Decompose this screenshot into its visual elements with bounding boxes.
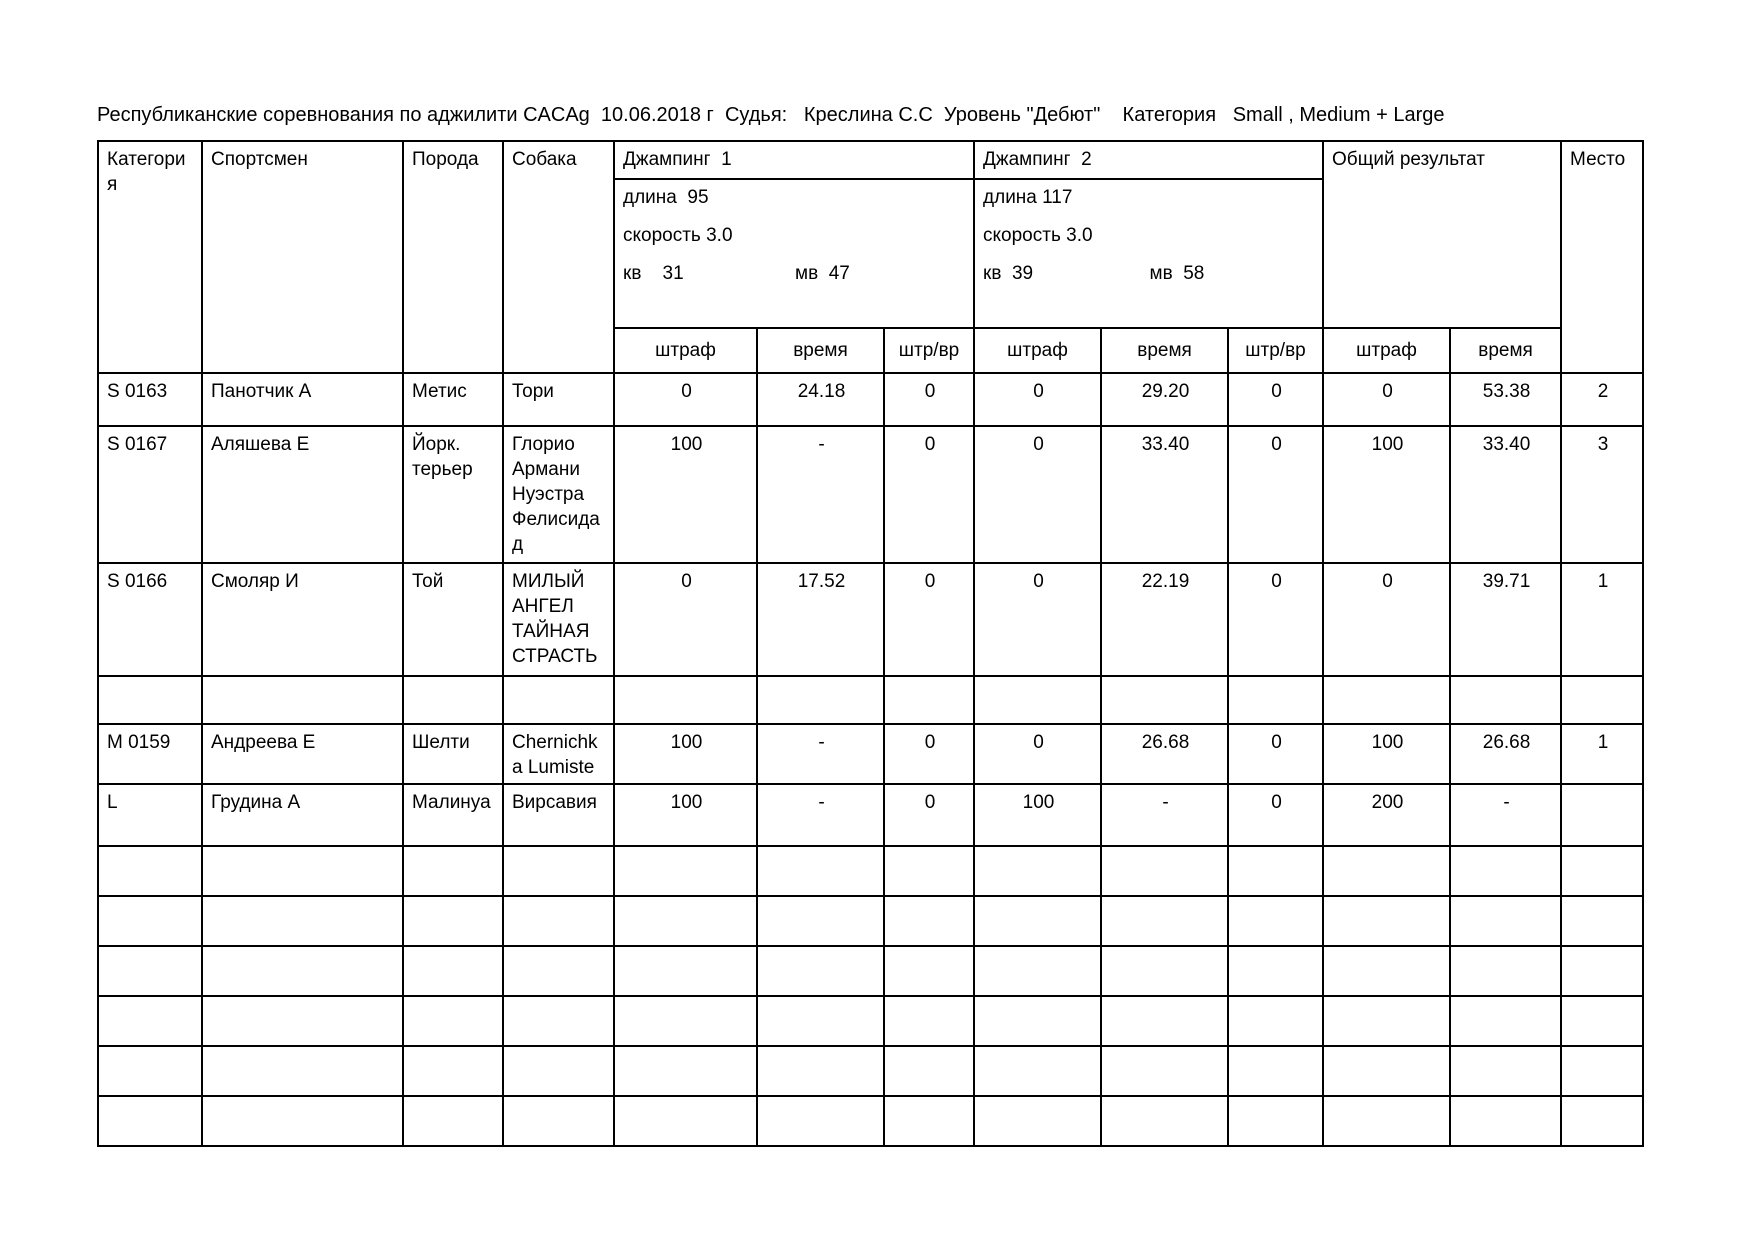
cell-category (98, 846, 202, 896)
cell-dog (503, 1096, 614, 1146)
cell-j2-time (1101, 676, 1228, 724)
cell-place (1561, 1046, 1643, 1096)
cell-total-penalty (1323, 946, 1450, 996)
cell-place (1561, 676, 1643, 724)
cell-j2-time (1101, 1096, 1228, 1146)
cell-j1-penalty: 0 (614, 373, 757, 426)
cell-j2-time: 33.40 (1101, 426, 1228, 563)
jumping2-kv-mv (983, 261, 1316, 286)
cell-j1-time: - (757, 784, 884, 846)
cell-j1-penalty (614, 846, 757, 896)
table-row (98, 1046, 1643, 1096)
table-row (98, 676, 1643, 724)
cell-place (1561, 996, 1643, 1046)
cell-dog (503, 846, 614, 896)
cell-j1-time (757, 1096, 884, 1146)
cell-place (1561, 946, 1643, 996)
cell-j2-penalty: 0 (974, 724, 1101, 784)
jumping2-speed: скорость 3.0 (983, 225, 1093, 246)
cell-j2-penalty-time: 0 (1228, 373, 1323, 426)
cell-breed (403, 946, 503, 996)
cell-place (1561, 896, 1643, 946)
cell-j1-penalty-time: 0 (884, 784, 974, 846)
subheader-j1-penalty: штраф (614, 328, 757, 373)
subheader-j2-penalty: штраф (974, 328, 1101, 373)
cell-category (98, 676, 202, 724)
cell-j2-penalty: 0 (974, 563, 1101, 676)
cell-j2-time (1101, 996, 1228, 1046)
cell-j2-penalty-time (1228, 996, 1323, 1046)
subheader-total-time: время (1450, 328, 1561, 373)
cell-j2-penalty-time: 0 (1228, 563, 1323, 676)
cell-breed: Малинуа (403, 784, 503, 846)
cell-total-time: 53.38 (1450, 373, 1561, 426)
cell-j1-time: - (757, 426, 884, 563)
subheader-j1-penalty-time: штр/вр (884, 328, 974, 373)
cell-j2-penalty-time (1228, 896, 1323, 946)
cell-j2-time (1101, 946, 1228, 996)
cell-j2-penalty-time (1228, 1046, 1323, 1096)
cell-breed: Йорк. терьер (403, 426, 503, 563)
cell-athlete (202, 846, 403, 896)
cell-breed (403, 896, 503, 946)
cell-j1-penalty-time (884, 896, 974, 946)
cell-total-time (1450, 896, 1561, 946)
cell-breed: Шелти (403, 724, 503, 784)
cell-total-time: 39.71 (1450, 563, 1561, 676)
cell-total-time (1450, 676, 1561, 724)
subheader-j1-time: время (757, 328, 884, 373)
cell-j2-penalty: 0 (974, 426, 1101, 563)
cell-j2-penalty-time (1228, 946, 1323, 996)
cell-total-penalty (1323, 846, 1450, 896)
cell-j1-penalty: 100 (614, 426, 757, 563)
cell-breed (403, 996, 503, 1046)
cell-place: 1 (1561, 724, 1643, 784)
col-header-category: Категория (98, 141, 202, 373)
cell-total-penalty: 100 (1323, 426, 1450, 563)
cell-dog: Тори (503, 373, 614, 426)
cell-j1-penalty (614, 676, 757, 724)
page-title: Республиканские соревнования по аджилити CACAg 10.06.2018 г Судья: Креслина С.С Уровень "Дебют" Категория Small , Medium + Large (97, 104, 1445, 126)
jumping2-length: длина 117 (983, 187, 1073, 208)
cell-j2-penalty-time (1228, 676, 1323, 724)
cell-athlete: Аляшева Е (202, 426, 403, 563)
cell-j1-penalty (614, 996, 757, 1046)
table-row (98, 846, 1643, 896)
cell-athlete (202, 1096, 403, 1146)
cell-j1-time: - (757, 724, 884, 784)
cell-breed (403, 1046, 503, 1096)
cell-breed (403, 846, 503, 896)
table-row (98, 373, 1643, 426)
cell-total-penalty: 100 (1323, 724, 1450, 784)
cell-athlete (202, 946, 403, 996)
cell-dog: Глорио Армани Нуэстра Фелисидад (503, 426, 614, 563)
cell-place (1561, 846, 1643, 896)
cell-j1-time (757, 846, 884, 896)
cell-j1-time: 17.52 (757, 563, 884, 676)
table-row (98, 946, 1643, 996)
header-row-main (98, 141, 1643, 179)
table-row (98, 996, 1643, 1046)
cell-j2-penalty (974, 1046, 1101, 1096)
cell-j2-penalty-time: 0 (1228, 724, 1323, 784)
jumping1-kv: кв 31 (623, 263, 684, 284)
cell-athlete: Грудина А (202, 784, 403, 846)
cell-total-time (1450, 1096, 1561, 1146)
cell-athlete (202, 896, 403, 946)
cell-dog: Chernichka Lumiste (503, 724, 614, 784)
cell-j2-penalty (974, 676, 1101, 724)
cell-j1-penalty: 100 (614, 784, 757, 846)
jumping1-course-info (614, 179, 974, 328)
cell-j2-penalty-time: 0 (1228, 784, 1323, 846)
jumping2-kv: кв 39 (983, 263, 1034, 284)
cell-j1-penalty (614, 1046, 757, 1096)
cell-j2-penalty (974, 846, 1101, 896)
cell-j2-time (1101, 846, 1228, 896)
table-body (98, 373, 1643, 1146)
cell-dog (503, 676, 614, 724)
cell-j2-penalty: 0 (974, 373, 1101, 426)
cell-j1-time (757, 896, 884, 946)
cell-j2-penalty-time (1228, 846, 1323, 896)
cell-j1-penalty (614, 946, 757, 996)
cell-j2-penalty-time: 0 (1228, 426, 1323, 563)
cell-total-penalty (1323, 676, 1450, 724)
cell-total-penalty: 200 (1323, 784, 1450, 846)
cell-total-time: - (1450, 784, 1561, 846)
cell-total-time (1450, 946, 1561, 996)
table-row (98, 1096, 1643, 1146)
cell-total-time: 33.40 (1450, 426, 1561, 563)
cell-dog (503, 1046, 614, 1096)
cell-j1-penalty-time (884, 676, 974, 724)
cell-j1-penalty (614, 896, 757, 946)
cell-total-time: 26.68 (1450, 724, 1561, 784)
table-row (98, 563, 1643, 676)
cell-category (98, 896, 202, 946)
cell-athlete: Андреева Е (202, 724, 403, 784)
cell-j1-time (757, 996, 884, 1046)
cell-total-time (1450, 846, 1561, 896)
cell-j1-time (757, 676, 884, 724)
cell-total-penalty (1323, 996, 1450, 1046)
subheader-j2-time: время (1101, 328, 1228, 373)
cell-dog (503, 896, 614, 946)
cell-dog (503, 996, 614, 1046)
cell-athlete (202, 996, 403, 1046)
cell-place: 2 (1561, 373, 1643, 426)
cell-j2-penalty: 100 (974, 784, 1101, 846)
table-header (98, 141, 1643, 373)
jumping1-label: Джампинг 1 (623, 149, 732, 170)
cell-j1-penalty-time: 0 (884, 724, 974, 784)
cell-j2-time: - (1101, 784, 1228, 846)
cell-dog (503, 946, 614, 996)
col-header-jumping2 (974, 141, 1323, 179)
table-row (98, 426, 1643, 563)
cell-j1-penalty-time: 0 (884, 426, 974, 563)
cell-j1-penalty-time: 0 (884, 373, 974, 426)
cell-category (98, 996, 202, 1046)
subheader-total-penalty: штраф (1323, 328, 1450, 373)
cell-category (98, 1096, 202, 1146)
jumping2-label: Джампинг 2 (983, 149, 1092, 170)
cell-place: 1 (1561, 563, 1643, 676)
col-header-athlete: Спортсмен (202, 141, 403, 373)
results-table (97, 140, 1644, 1147)
cell-breed: Той (403, 563, 503, 676)
cell-total-time (1450, 1046, 1561, 1096)
cell-j2-penalty (974, 996, 1101, 1046)
cell-j2-time: 29.20 (1101, 373, 1228, 426)
cell-j1-penalty-time (884, 996, 974, 1046)
cell-total-penalty (1323, 1096, 1450, 1146)
col-header-total: Общий результат (1323, 141, 1561, 328)
col-header-place: Место (1561, 141, 1643, 373)
cell-total-time (1450, 996, 1561, 1046)
jumping1-mv: мв 47 (795, 263, 850, 284)
jumping1-speed: скорость 3.0 (623, 225, 733, 246)
col-header-breed: Порода (403, 141, 503, 373)
cell-j1-time: 24.18 (757, 373, 884, 426)
cell-j1-penalty-time (884, 1096, 974, 1146)
table-row (98, 724, 1643, 784)
cell-category: S 0167 (98, 426, 202, 563)
jumping1-length: длина 95 (623, 187, 709, 208)
cell-j1-penalty: 100 (614, 724, 757, 784)
cell-j1-penalty-time: 0 (884, 563, 974, 676)
cell-j1-penalty-time (884, 846, 974, 896)
jumping2-mv: мв 58 (1149, 263, 1205, 284)
cell-dog: МИЛЫЙ АНГЕЛ ТАЙНАЯ СТРАСТЬ (503, 563, 614, 676)
cell-place (1561, 784, 1643, 846)
cell-breed (403, 1096, 503, 1146)
cell-total-penalty (1323, 896, 1450, 946)
cell-category: S 0163 (98, 373, 202, 426)
cell-j2-time: 26.68 (1101, 724, 1228, 784)
cell-total-penalty: 0 (1323, 563, 1450, 676)
jumping1-kv-mv (623, 261, 967, 286)
cell-category: L (98, 784, 202, 846)
table-row (98, 784, 1643, 846)
cell-breed (403, 676, 503, 724)
subheader-j2-penalty-time: штр/вр (1228, 328, 1323, 373)
cell-category: S 0166 (98, 563, 202, 676)
cell-category (98, 1046, 202, 1096)
cell-j1-time (757, 1046, 884, 1096)
table-row (98, 896, 1643, 946)
cell-category: M 0159 (98, 724, 202, 784)
cell-j1-penalty: 0 (614, 563, 757, 676)
cell-j1-penalty (614, 1096, 757, 1146)
cell-place: 3 (1561, 426, 1643, 563)
cell-j1-time (757, 946, 884, 996)
cell-place (1561, 1096, 1643, 1146)
cell-j1-penalty-time (884, 946, 974, 996)
cell-athlete: Смоляр И (202, 563, 403, 676)
col-header-jumping1 (614, 141, 974, 179)
col-header-dog: Собака (503, 141, 614, 373)
cell-total-penalty (1323, 1046, 1450, 1096)
jumping2-course-info (974, 179, 1323, 328)
cell-athlete (202, 1046, 403, 1096)
cell-athlete (202, 676, 403, 724)
cell-total-penalty: 0 (1323, 373, 1450, 426)
cell-breed: Метис (403, 373, 503, 426)
cell-dog: Вирсавия (503, 784, 614, 846)
cell-j2-time: 22.19 (1101, 563, 1228, 676)
cell-j2-time (1101, 1046, 1228, 1096)
cell-j2-time (1101, 896, 1228, 946)
cell-j2-penalty (974, 946, 1101, 996)
cell-j2-penalty-time (1228, 1096, 1323, 1146)
cell-j1-penalty-time (884, 1046, 974, 1096)
cell-athlete: Панотчик А (202, 373, 403, 426)
cell-j2-penalty (974, 896, 1101, 946)
cell-j2-penalty (974, 1096, 1101, 1146)
cell-category (98, 946, 202, 996)
